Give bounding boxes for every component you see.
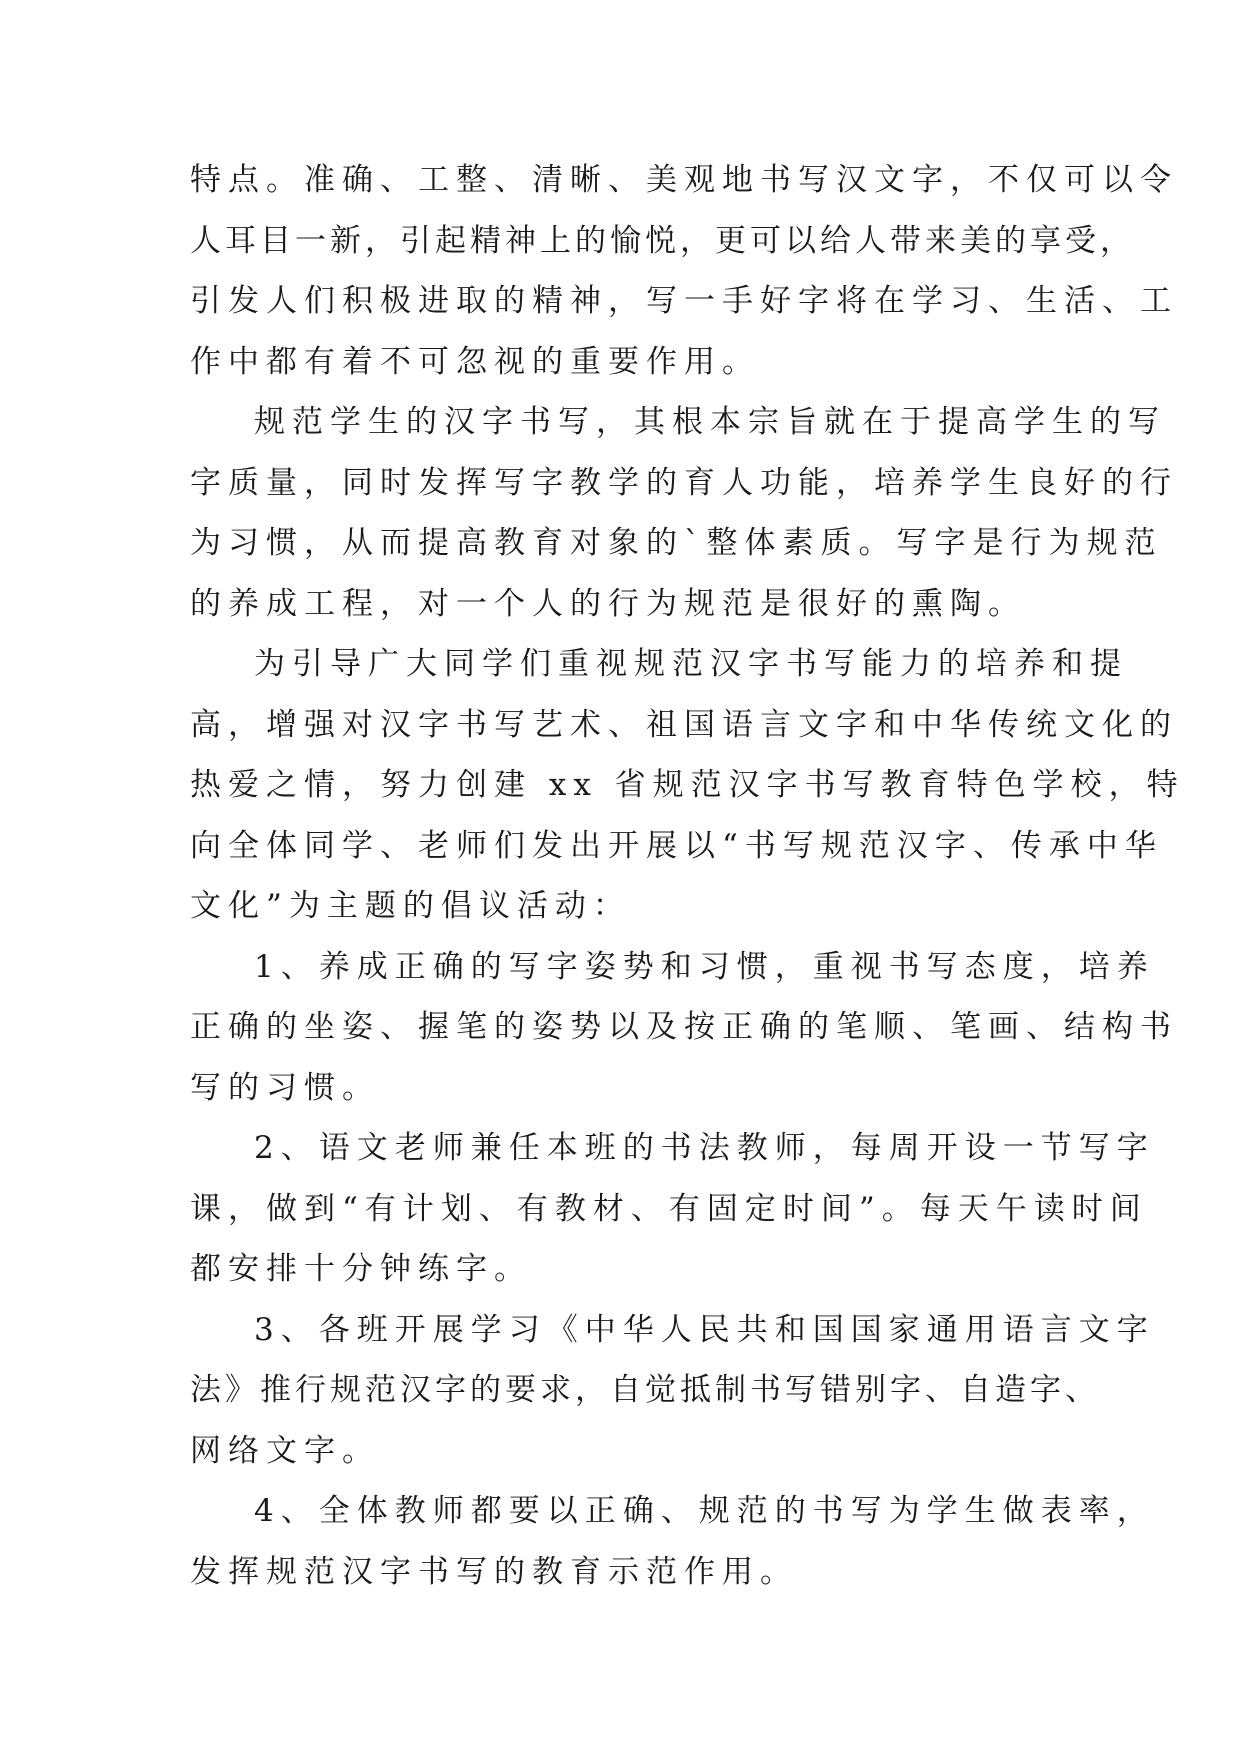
- text-line: 法》推行规范汉字的要求，自觉抵制书写错别字、自造字、: [190, 1372, 1100, 1408]
- text-line: 引发人们积极进取的精神，写一手好字将在学习、生活、工: [190, 283, 1178, 319]
- text-line: 字质量，同时发挥写字教学的育人功能，培养学生良好的行: [190, 464, 1178, 501]
- document-body: [190, 150, 1185, 1602]
- text-line: 正确的坐姿、握笔的姿势以及按正确的笔顺、笔画、结构书: [190, 1009, 1178, 1045]
- text-line: 高，增强对汉字书写艺术、祖国语言文字和中华传统文化的: [190, 706, 1178, 743]
- text-line: 为习惯，从而提高教育对象的`整体素质。写字是行为规范: [190, 525, 1163, 561]
- text-line: 网络文字。: [190, 1432, 380, 1469]
- text-line: 的养成工程，对一个人的行为规范是很好的熏陶。: [190, 585, 1026, 622]
- paragraph-first-line: 规范学生的汉字书写，其根本宗旨就在于提高学生的写: [254, 404, 1166, 440]
- text-line: 发挥规范汉字书写的教育示范作用。: [190, 1553, 798, 1590]
- list-item-1-line: 1、养成正确的写字姿势和习惯，重视书写态度，培养: [254, 948, 1155, 985]
- list-item-3-line: 3、各班开展学习《中华人民共和国国家通用语言文字: [254, 1311, 1155, 1348]
- text-line: 写的习惯。: [190, 1069, 380, 1106]
- text-line: 文化”为主题的倡议活动：: [190, 888, 631, 924]
- list-item-2-line: 2、语文老师兼任本班的书法教师，每周开设一节写字: [254, 1130, 1155, 1166]
- text-line: 热爱之情，努力创建 xx 省规范汉字书写教育特色学校，特: [190, 767, 1185, 803]
- text-line: 都安排十分钟练字。: [190, 1251, 532, 1287]
- text-line: 向全体同学、老师们发出开展以“书写规范汉字、传承中华: [190, 827, 1163, 864]
- list-item-4-line: 4、全体教师都要以正确、规范的书写为学生做表率，: [254, 1493, 1155, 1529]
- text-line: 课，做到“有计划、有教材、有固定时间”。每天午读时间: [190, 1190, 1148, 1227]
- text-line: 人耳目一新，引起精神上的愉悦，更可以给人带来美的享受，: [190, 222, 1135, 259]
- paragraph-first-line: 为引导广大同学们重视规范汉字书写能力的培养和提: [254, 646, 1128, 682]
- text-line: 作中都有着不可忽视的重要作用。: [190, 343, 760, 380]
- text-line: 特点。准确、工整、清晰、美观地书写汉文字，不仅可以令: [190, 162, 1178, 198]
